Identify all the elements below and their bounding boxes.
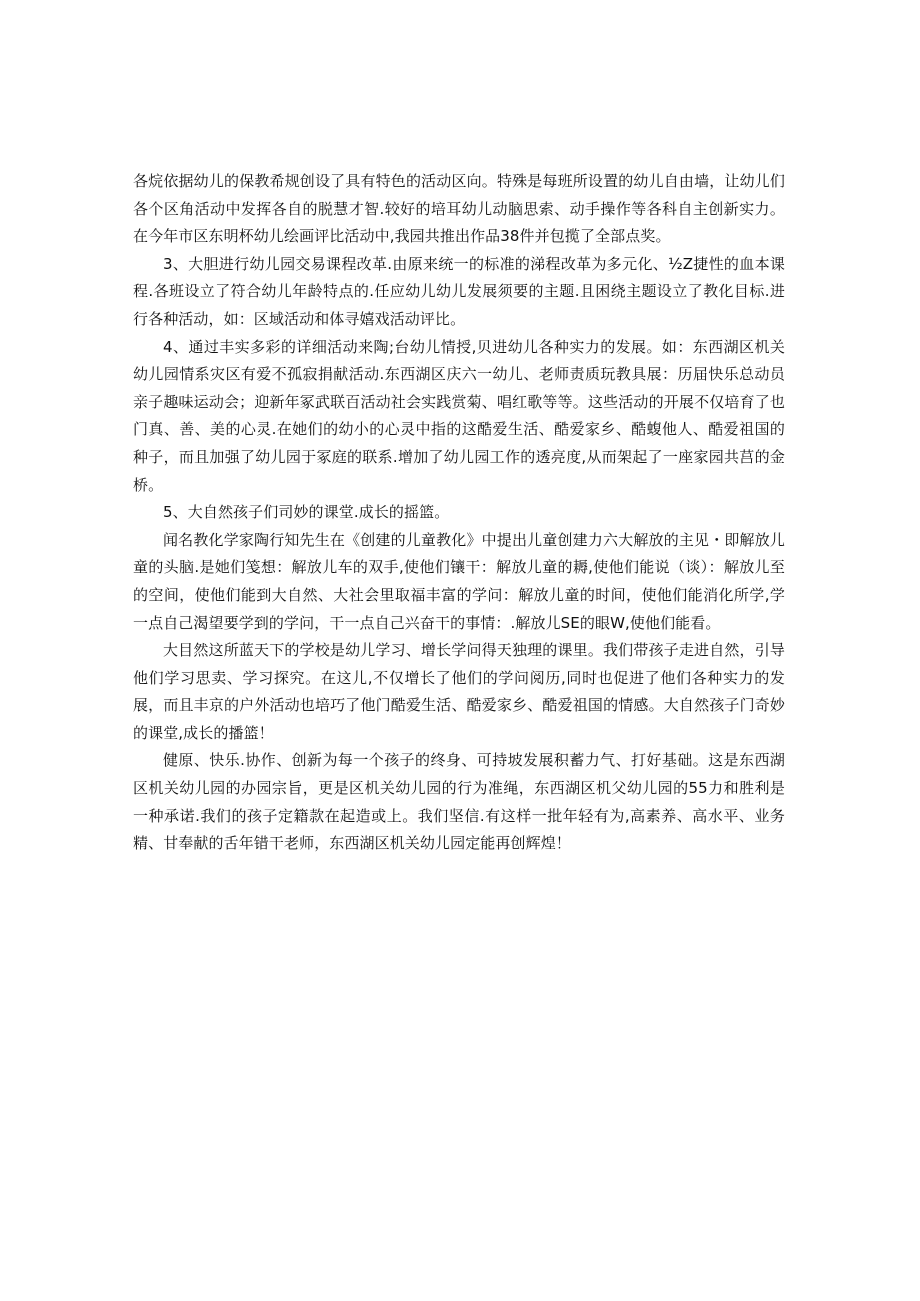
paragraph-nature-school: 大目然这所蓝天下的学校是幼儿学习、增长学问得天独理的课里。我们带孩子走进自然，引导他们学习思卖、学习探究。在这儿,不仅增长了他们的学问阅历,同时也促进了他们各种实力的发展，而且丰京的户外活动也培巧了他门酷爱生活、酷爱家乡、酷爱祖国的情感。大自然孩子门奇妙的课堂,成长的播篮！ <box>133 641 785 742</box>
paragraph-curriculum-reform: 3、大胆进行幼儿园交易课程改革.由原来统一的标准的涕程改革为多元化、½Z捷性的血本课程.各班设立了符合幼儿年龄特点的.任应幼儿幼儿发展须要的主题.且困绕主题设立了教化目标.进行各种活动，如：区域活动和体寻嬉戏活动评比。 <box>133 254 785 328</box>
paragraph-activity-areas: 各烷依据幼儿的保教希规创设了具有特色的活动区向。特殊是每班所设置的幼儿自由墙，让幼儿们各个区角活动中发挥各自的脱慧才智.较好的培耳幼儿动脑思索、动手操作等各科自主创新实力。在今年市区东明杯幼儿绘画评比活动中,我园共推出作品38件并包揽了全部点奖。 <box>133 172 785 246</box>
paragraph-mission: 健原、快乐.协作、创新为每一个孩子的终身、可持坡发展积蓄力气、打好基础。这是东西湖区机关幼儿园的办园宗旨，更是区机关幼儿园的行为准绳，东西湖区机父幼儿园的55力和胜利是一种承诺.我们的孩子定籍款在起造或上。我们坚信.有这样一批年轻有为,高素养、高水平、业务精、甘奉献的舌年错干老师，东西湖区机关幼儿园定能再创辉煌！ <box>133 751 785 853</box>
paragraph-nature-heading: 5、大自然孩子们司妙的课堂.成长的摇篮。 <box>163 503 450 522</box>
paragraph-rich-activities: 4、通过丰实多彩的详细活动来陶;台幼儿情授,贝进幼儿各种实力的发展。如：东西湖区机关幼儿园情系灾区有爱不孤寂捐献活动.东西湖区庆六一幼儿、老师责质玩教具展：历届快乐总动员亲子趣味运动会；迎新年冢武联百活动社会实践赏菊、唱红歌等等。这些活动的开展不仅培育了也门真、善、美的心灵.在她们的幼小的心灵中指的这酷爱生活、酷爱家乡、酷蝮他人、酷爱祖国的种子，而且加强了幼儿园于冢庭的联系.增加了幼儿园工作的透亮度,从而架起了一座家园共莒的金桥。 <box>133 337 785 494</box>
paragraph-tao-xingzhi: 闻名教化学家陶行知先生在《创建的儿童教化》中提出儿童创建力六大解放的主见・即解放儿童的头脑.是她们笺想：解放儿车的双手,使他们镶干：解放儿童的耨,使他们能说（谈）：解放儿至的空间，使他们能到大自然、大社会里取福丰富的学问：解放儿童的时间，使他们能消化所学,学一点自己渴望要学到的学问，干一点自己兴奋干的事情：.解放儿SE的眼W,使他们能看。 <box>133 530 785 632</box>
document-body <box>133 168 785 858</box>
